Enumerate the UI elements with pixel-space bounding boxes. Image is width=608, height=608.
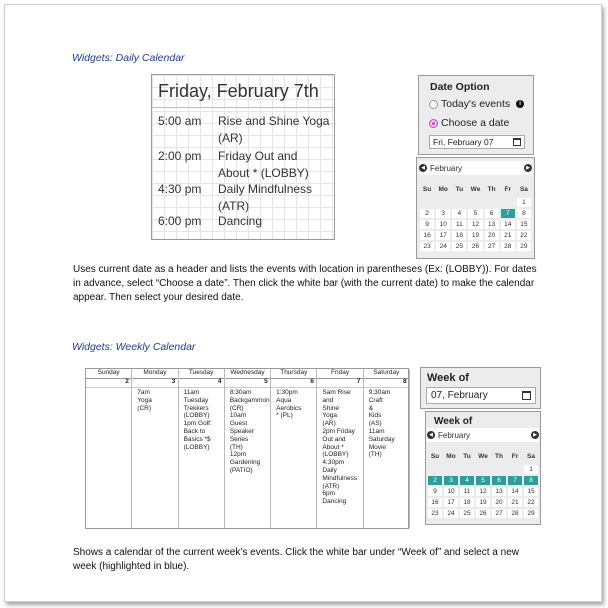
calendar-day[interactable]: 22: [524, 498, 538, 507]
calendar-blank: [460, 465, 474, 474]
calendar-day[interactable]: 21: [501, 231, 515, 240]
calendar-day[interactable]: 17: [436, 231, 450, 240]
calendar-day[interactable]: 19: [476, 498, 490, 507]
day-events: Sam Rise and Shine Yoga (AR) 2pm Friday Out and About * (LOBBY) 4:30pm Daily Mindfulness (ATR) 6pm Dancing: [322, 389, 358, 506]
event-name: Rise and Shine Yoga (AR): [218, 114, 330, 145]
weekday-header: Saturday: [364, 369, 410, 378]
calendar-day[interactable]: 20: [492, 498, 506, 507]
calendar-day[interactable]: 11: [452, 220, 466, 229]
daily-event: [158, 213, 330, 230]
calendar-day[interactable]: 2: [428, 476, 442, 485]
calendar-month-header: [427, 428, 539, 442]
next-month-icon[interactable]: ▶: [524, 164, 532, 172]
calendar-day[interactable]: 23: [420, 242, 434, 251]
day-number: 5: [264, 378, 268, 385]
calendar-day[interactable]: 28: [501, 242, 515, 251]
choose-date-label: Choose a date: [441, 117, 510, 129]
calendar-blank: [508, 465, 522, 474]
daily-event: [158, 181, 330, 214]
weekly-section-title: Widgets: Weekly Calendar: [72, 341, 196, 353]
weekday-label: Su: [422, 186, 432, 193]
calendar-blank: [420, 198, 434, 207]
event-time: 6:00 pm: [158, 214, 202, 228]
calendar-day[interactable]: 7: [501, 209, 515, 218]
weekday-label: Fr: [511, 453, 519, 460]
weekday-label: Mo: [438, 186, 448, 193]
calendar-week-row[interactable]: [419, 231, 532, 240]
calendar-day[interactable]: 19: [468, 231, 482, 240]
calendar-day[interactable]: 14: [508, 487, 522, 496]
divider: [152, 107, 334, 108]
event-time: 5:00 am: [158, 114, 202, 128]
calendar-month-label: February: [438, 430, 471, 440]
weekday-header: Sunday: [86, 369, 132, 378]
week-picker-calendar: [425, 427, 541, 525]
weekday-header-row: [419, 186, 532, 193]
day-number: 3: [171, 378, 176, 385]
calendar-day[interactable]: 4: [452, 209, 466, 218]
calendar-day[interactable]: 13: [492, 487, 506, 496]
calendar-day[interactable]: 23: [428, 509, 442, 518]
calendar-day[interactable]: 18: [452, 231, 466, 240]
day-number: 2: [125, 378, 129, 385]
calendar-day[interactable]: 6: [485, 209, 499, 218]
weekday-header: Thursday: [271, 369, 317, 378]
weekday-label: Tu: [455, 186, 464, 193]
calendar-day[interactable]: 24: [444, 509, 458, 518]
weekday-header: Tuesday: [179, 369, 225, 378]
info-icon[interactable]: i: [516, 100, 524, 108]
date-picker-calendar: [416, 157, 535, 259]
calendar-day[interactable]: 10: [436, 220, 450, 229]
weekday-label: We: [470, 186, 481, 193]
calendar-day[interactable]: 6: [492, 476, 506, 485]
weekday-label: Fr: [504, 186, 512, 193]
radio-button[interactable]: [429, 100, 438, 109]
calendar-blank: [501, 198, 515, 207]
calendar-day[interactable]: 21: [508, 498, 522, 507]
calendar-day[interactable]: 8: [517, 209, 531, 218]
calendar-blank: [452, 198, 466, 207]
day-events: 7am Yoga (CR): [137, 389, 152, 412]
calendar-week-row[interactable]: [419, 198, 532, 207]
calendar-day[interactable]: 16: [420, 231, 434, 240]
calendar-day[interactable]: 17: [444, 498, 458, 507]
daily-description: Uses current date as a header and lists the events with location in parentheses (Ex: (LOBBY)). For dates in advance, select “Choose a date”. Then click the white bar (with the current date) to make the calendar appear. Then select your desired date.: [73, 264, 537, 303]
day-events: 8:30am Backgammon (CR) 10am Guest Speaker Series (TH) 12pm Gardening (PATIO): [229, 389, 270, 474]
todays-events-option[interactable]: [429, 98, 524, 110]
daily-date-header: Friday, February 7th: [158, 81, 319, 101]
calendar-day[interactable]: 10: [444, 487, 458, 496]
calendar-day[interactable]: 15: [524, 487, 538, 496]
calendar-day[interactable]: 26: [476, 509, 490, 518]
calendar-blank: [476, 465, 490, 474]
weekday-label: We: [478, 453, 488, 460]
calendar-day[interactable]: 3: [444, 476, 458, 485]
calendar-day[interactable]: 16: [428, 498, 442, 507]
calendar-day[interactable]: 9: [428, 487, 442, 496]
calendar-week-row[interactable]: [419, 209, 532, 218]
weekday-label: Tu: [463, 453, 471, 460]
calendar-day[interactable]: 7: [508, 476, 522, 485]
weekday-label: Th: [487, 186, 496, 193]
calendar-day[interactable]: 28: [508, 509, 522, 518]
date-option-title: Date Option: [430, 81, 490, 93]
calendar-icon[interactable]: [513, 138, 521, 146]
day-events: 9:30am Craft & Kids (AS) 11am Saturday Movie (TH): [368, 389, 395, 459]
calendar-week-row[interactable]: [427, 509, 539, 518]
calendar-day[interactable]: 1: [524, 465, 538, 474]
prev-month-icon[interactable]: ◀: [419, 164, 427, 172]
calendar-day[interactable]: 15: [517, 220, 531, 229]
day-events: 1:30pm Aqua Aerobics * (PL): [276, 389, 302, 420]
daily-event: [158, 148, 330, 181]
week-of-title: Week of: [427, 372, 469, 384]
calendar-blank: [492, 465, 506, 474]
calendar-day[interactable]: 29: [517, 242, 531, 251]
calendar-day[interactable]: 24: [436, 242, 450, 251]
calendar-day[interactable]: 4: [460, 476, 474, 485]
event-time: 2:00 pm: [158, 149, 202, 163]
calendar-week-row[interactable]: [427, 476, 539, 485]
weekday-header-row: [427, 453, 539, 460]
prev-month-icon[interactable]: ◀: [427, 431, 435, 439]
calendar-day[interactable]: 27: [492, 509, 506, 518]
calendar-day[interactable]: 12: [476, 487, 490, 496]
calendar-day[interactable]: 13: [485, 220, 499, 229]
calendar-day[interactable]: 8: [524, 476, 538, 485]
choose-date-option[interactable]: [429, 117, 509, 129]
week-of-panel: [420, 367, 541, 409]
calendar-day[interactable]: 20: [485, 231, 499, 240]
weekly-calendar-widget: [85, 368, 409, 529]
week-of-field[interactable]: [426, 387, 536, 404]
calendar-day[interactable]: 22: [517, 231, 531, 240]
event-name: Friday Out and About * (LOBBY): [218, 149, 309, 180]
day-column[interactable]: [86, 378, 132, 528]
calendar-blank: [468, 198, 482, 207]
calendar-day[interactable]: 5: [468, 209, 482, 218]
calendar-icon[interactable]: [522, 391, 531, 400]
radio-button-selected[interactable]: [429, 119, 438, 128]
date-field[interactable]: [429, 135, 525, 149]
calendar-day[interactable]: 12: [468, 220, 482, 229]
calendar-day[interactable]: 25: [460, 509, 474, 518]
day-number: 8: [403, 378, 407, 385]
weekday-header: Wednesday: [225, 369, 271, 378]
calendar-blank: [428, 465, 442, 474]
weekday-label: Mo: [446, 453, 456, 460]
day-number: 4: [217, 378, 222, 385]
calendar-day[interactable]: 26: [468, 242, 482, 251]
calendar-month-label: February: [430, 163, 463, 173]
calendar-day[interactable]: 2: [420, 209, 434, 218]
calendar-day[interactable]: 25: [452, 242, 466, 251]
weekday-header: Monday: [132, 369, 178, 378]
day-number: 6: [310, 378, 315, 385]
date-field-value: Fri, February 07: [433, 137, 494, 147]
calendar-day[interactable]: 11: [460, 487, 474, 496]
next-month-icon[interactable]: ▶: [531, 431, 539, 439]
event-name: Dancing: [218, 214, 263, 228]
weekday-label: Th: [495, 453, 503, 460]
document-page: [4, 4, 602, 602]
calendar-week-row[interactable]: [419, 220, 532, 229]
week-of-value: 07, February: [431, 390, 488, 401]
weekday-label: Su: [430, 453, 440, 460]
calendar-day[interactable]: 27: [485, 242, 499, 251]
event-time: 4:30 pm: [158, 182, 202, 196]
daily-event: [158, 113, 330, 146]
calendar-day[interactable]: 3: [436, 209, 450, 218]
calendar-blank: [436, 198, 450, 207]
todays-events-label: Today's events: [441, 98, 511, 110]
calendar-week-row[interactable]: [419, 242, 532, 251]
daily-section-title: Widgets: Daily Calendar: [72, 52, 185, 64]
calendar-week-row[interactable]: [427, 465, 539, 474]
day-number: 7: [356, 378, 361, 385]
calendar-week-row[interactable]: [427, 487, 539, 496]
calendar-day[interactable]: 29: [524, 509, 538, 518]
weekday-header: Friday: [317, 369, 363, 378]
event-name: Daily Mindfulness (ATR): [218, 182, 313, 213]
calendar-day[interactable]: 14: [501, 220, 515, 229]
week-picker-title: Week of: [434, 416, 473, 427]
calendar-blank: [444, 465, 458, 474]
weekday-label: Sa: [519, 186, 528, 193]
daily-calendar-widget: [151, 74, 335, 240]
calendar-week-row[interactable]: [427, 498, 539, 507]
calendar-day[interactable]: 5: [476, 476, 490, 485]
weekday-label: Sa: [527, 453, 535, 460]
calendar-day[interactable]: 18: [460, 498, 474, 507]
calendar-day[interactable]: 9: [420, 220, 434, 229]
calendar-month-header: [419, 161, 532, 175]
date-option-panel: [418, 75, 534, 155]
weekly-description: Shows a calendar of the current week’s events. Click the white bar under “Week of” and select a new week (highlighted in blue).: [73, 547, 519, 572]
calendar-blank: [485, 198, 499, 207]
calendar-day[interactable]: 1: [517, 198, 531, 207]
day-events: 11am Tuesday Trekkers (LOBBY) 1pm Golf: Back to Basics *$ (LOBBY): [183, 389, 212, 451]
